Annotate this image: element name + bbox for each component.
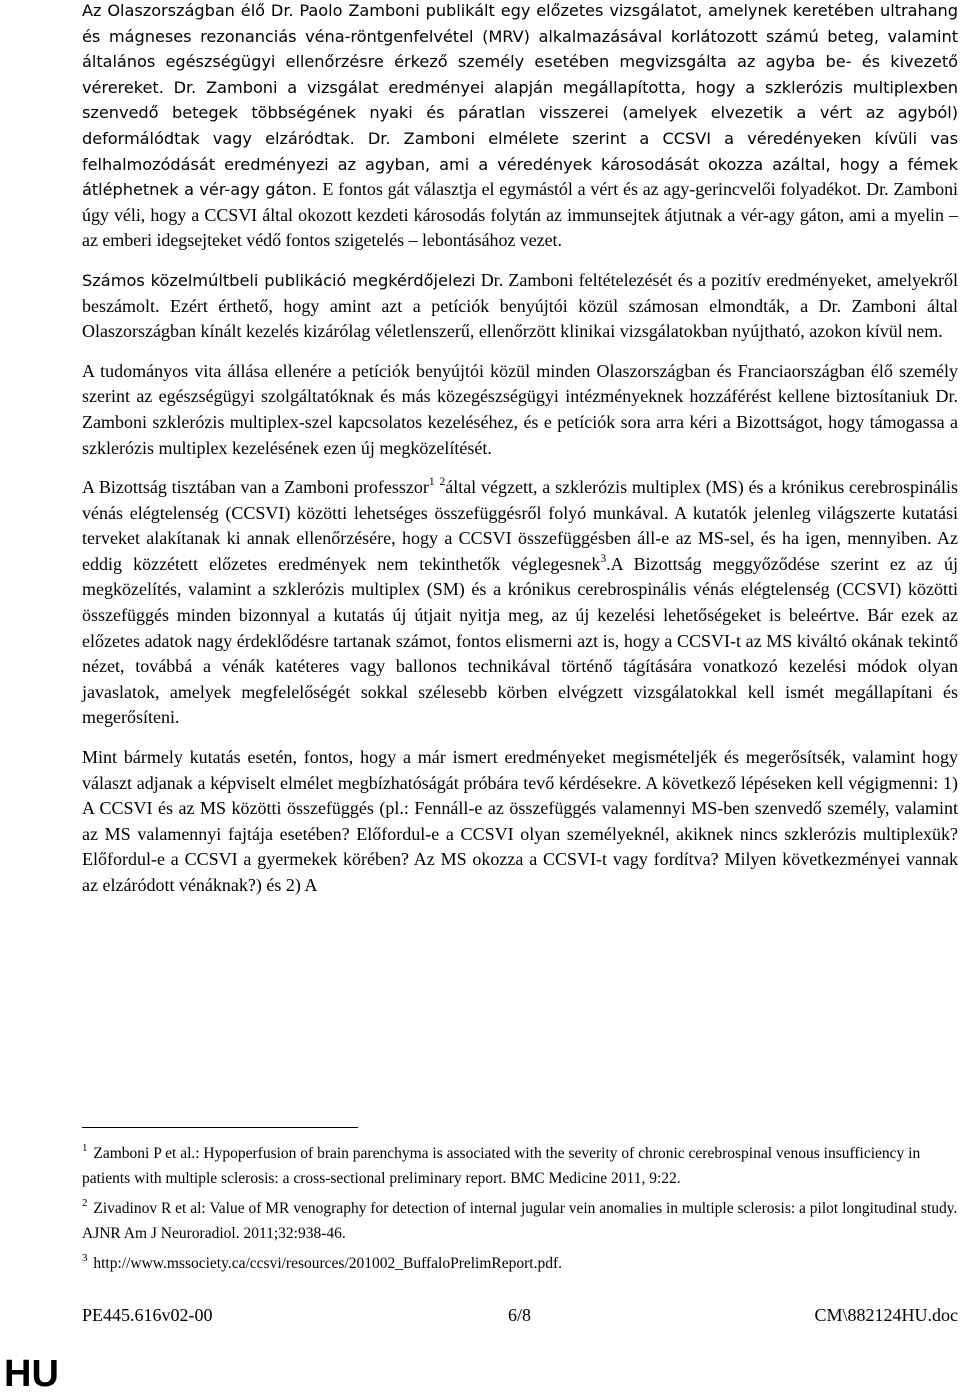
footnote-number: 1 [82, 1142, 88, 1154]
language-code: HU [4, 1353, 59, 1395]
paragraph-4-b: által végzett, a szklerózis multiplex (MS) és a krónikus cerebrospinális vénás elégtelenség (CCSVI) közötti lehetséges összefüggésről folyó munkával. A kutatók jelenleg világszerte kutatási terveket alakítanak ki annak ellenőrzésére, hogy a CCSVI összefüggésben áll-e az MS-sel, és ha igen, mennyiben. Az eddig közzétett előzetes eredmények nem tekinthetők véglegesnek [82, 477, 958, 574]
footnote-number: 3 [82, 1252, 88, 1264]
footnote-ref-3[interactable]: 3 [600, 552, 607, 565]
paragraph-1-tail: E fontos gát választja el egymástól a vért és az agy-gerincvelői folyadékot. Dr. Zamboni úgy véli, hogy a CCSVI által okozott kezdeti károsodás folytán az immunsejtek átjutnak a vér-agy gáton, ami a myelin – az emberi idegsejteket védő fontos szigetelés – lebontásához vezet. [82, 179, 958, 251]
paragraph-5: Mint bármely kutatás esetén, fontos, hogy a már ismert eredményeket megismételjék és megerősítsék, valamint hogy választ adjanak a képviselt elmélet megbízhatóságát próbára tevő kérdésekre. A következő lépéseken kell végigmenni: 1) A CCSVI és az MS közötti összefüggés (pl.: Fennáll-e az összefüggés valamennyi MS-ben szenvedő személy, valamint az MS valamennyi fajtája esetében? Előfordul-e a CCSVI olyan személyeknél, akiknek nincs szklerózis multiplexük? Előfordul-e a CCSVI a gyermekek körében? Az MS okozza a CCSVI-t vagy fordítva? Milyen következményei vannak az elzáródott vénáknak?) és 2) A [82, 747, 958, 895]
footnote-number: 2 [82, 1197, 88, 1209]
footnote-ref-2[interactable]: 2 [439, 476, 446, 489]
paragraph-1 [82, 0, 958, 254]
footnote-separator [82, 1127, 358, 1128]
page-footer [82, 1305, 958, 1331]
page-number: 6/8 [508, 1305, 532, 1325]
paragraph-4-c: .A Bizottság meggyőződése szerint ez az új megközelítés, valamint a szklerózis multiplex (SM) és a krónikus cerebrospinális vénás elégtelenség (CCSVI) közötti összefüggés minden bizonnyal a kutatás új útjait nyitja meg, az új kezelési lehetőségeket is beleértve. Bár ezek az előzetes adatok nagy érdeklődésre tartanak számot, fontos elismerni azt is, hogy a CCSVI-t az MS kiváltó okának tekintő nézet, továbbá a vénák katéteres vagy ballonos technikával történő tágítására vonatkozó kezelési módok olyan javaslatok, amelyek megfelelőségét sokkal szélesebb körben elvégzett vizsgálatokkal kell ismét megállapítani és megerősíteni. [82, 553, 958, 728]
document-code: CM\882124HU.doc [814, 1305, 958, 1325]
paragraph-2-lead: Számos közelmúltbeli publikáció megkérdőjelezi [82, 270, 476, 290]
paragraph-4 [82, 475, 958, 731]
document-reference: PE445.616v02-00 [82, 1305, 213, 1325]
footnote-ref-1[interactable]: 1 [428, 476, 435, 489]
footnote-text: Zivadinov R et al: Value of MR venography for detection of internal jugular vein anomalies in multiple sclerosis: a pilot longitudinal study. AJNR Am J Neuroradiol. 2011;32:938-46. [82, 1200, 958, 1242]
paragraph-2-text: Dr. Zamboni feltételezését és a pozitív eredményeket, amelyekről beszámolt. Ezért érthető, hogy amint azt a petíciók benyújtói közül számosan elmondták, a Dr. Zamboni által Olaszországban kínált kezelés kizárólag véletlenszerű, ellenőrzött klinikai vizsgálatokban nyújtható, azokon kívül nem. [82, 269, 958, 342]
footnote-3 [82, 1246, 958, 1277]
paragraph-2 [82, 268, 958, 345]
paragraph-1-text: Az Olaszországban élő Dr. Paolo Zamboni publikált egy előzetes vizsgálatot, amelynek keretében ultrahang és mágneses rezonanciás véna-röntgenfelvétel (MRV) alkalmazásával korlátozott számú beteg, valamint általános egészségügyi ellenőrzésre érkező személy esetében megvizsgálta az agyba be- és kivezető vérereket. Dr. Zamboni a vizsgálat eredményei alapján megállapította, hogy a szklerózis multiplexben szenvedő betegek többségének nyaki és páratlan visszerei (amelyek elvezetik a vért az agyból) deformálódtak vagy elzáródtak. Dr. Zamboni elmélete szerint a CCSVI a véredényeken kívüli vas felhalmozódását eredményezi az agyban, ami a véredények károsodását okozza azáltal, hogy a fémek átléphetnek a vér-agy gáton. [82, 1, 958, 200]
paragraph-3: A tudományos vita állása ellenére a petíciók benyújtói közül minden Olaszországban és Franciaországban élő személy szerint az egészségügyi szolgáltatóknak és más közegészségügyi intézményeknek hozzáférést kellene biztosítaniuk Dr. Zamboni szklerózis multiplex-szel kapcsolatos kezeléséhez, és e petíciók sora arra kéri a Bizottságot, hogy támogassa a szklerózis multiplex kezelésének ezen új megközelítését. [82, 360, 958, 458]
footnote-1 [82, 1136, 958, 1191]
footnotes [82, 1136, 958, 1277]
document-body [82, 0, 958, 899]
footnote-text: Zamboni P et al.: Hypoperfusion of brain parenchyma is associated with the severity of chronic cerebrospinal venous insufficiency in patients with multiple sclerosis: a cross-sectional preliminary report. BMC Medicine 2011, 9:22. [82, 1145, 921, 1187]
paragraph-4-a: A Bizottság tisztában van a Zamboni professzor [82, 477, 429, 498]
footnote-link[interactable]: http://www.mssociety.ca/ccsvi/resources/201002_BuffaloPrelimReport.pdf. [93, 1255, 563, 1272]
footnote-2 [82, 1191, 958, 1246]
